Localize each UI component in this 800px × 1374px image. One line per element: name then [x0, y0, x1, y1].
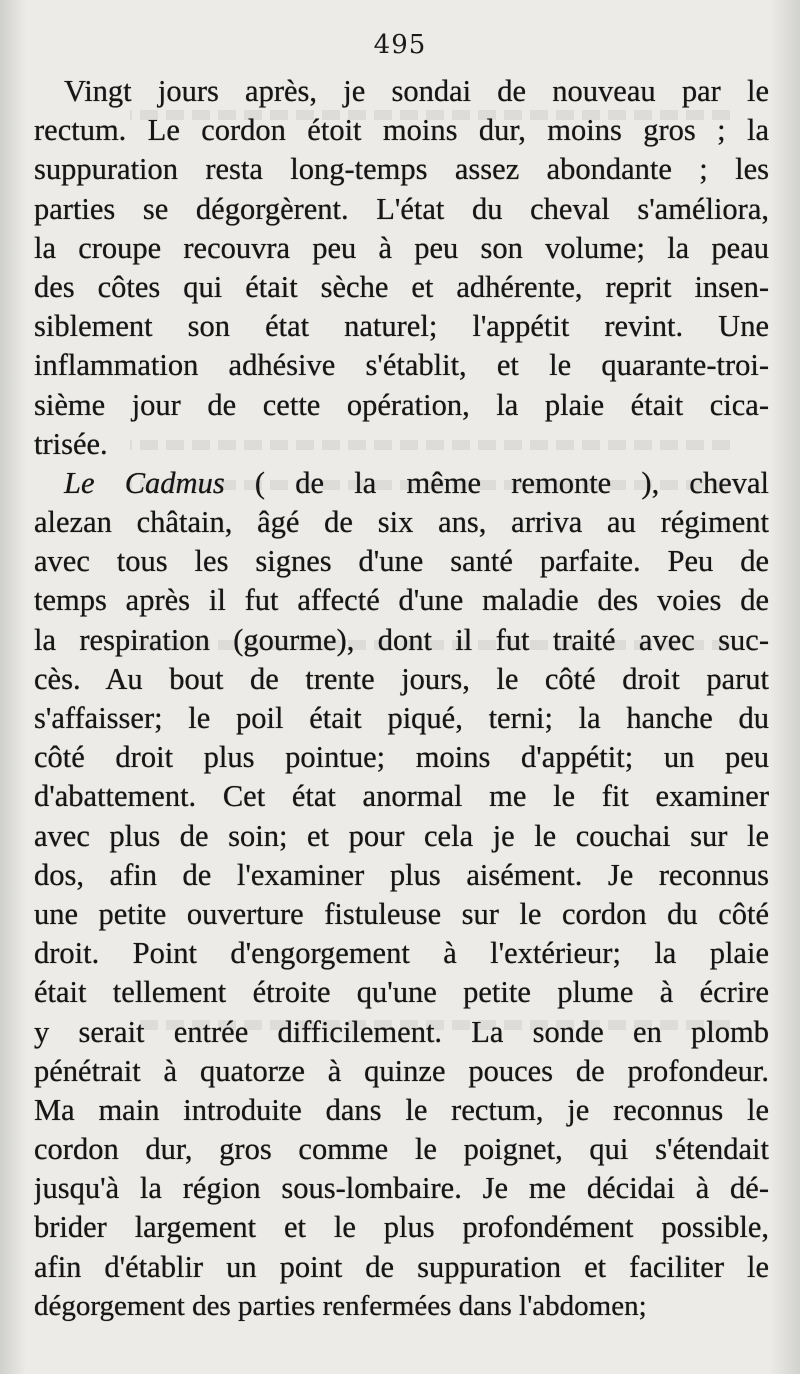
text-line: trisée. [34, 426, 108, 461]
text-line: temps après il fut affecté d'une maladie des voies de [34, 583, 769, 618]
text-line: avec tous les signes d'une santé parfaite. Peu de [34, 544, 769, 579]
body-text [34, 72, 769, 1326]
text-line: jusqu'à la région sous-lombaire. Je me décidai à dé- [34, 1171, 769, 1206]
horse-name-italic: Le Cadmus [64, 465, 225, 500]
page-number: 495 [373, 30, 427, 60]
text-line: siblement son état naturel; l'appétit revint. Une [34, 309, 769, 344]
text-line: dégorgement des parties renfermées dans l'abdomen; [34, 1289, 647, 1322]
text-line: côté droit plus pointue; moins d'appétit; un peu [34, 740, 769, 775]
text-line: parties se dégorgèrent. L'état du cheval s'améliora, [34, 191, 769, 226]
text-line: y serait entrée difficilement. La sonde en plomb [34, 1014, 769, 1049]
text-line: Vingt jours après, je sondai de nouveau par le [64, 74, 769, 108]
text-line: rectum. Le cordon étoit moins dur, moins gros ; la [34, 113, 769, 148]
text-line: suppuration resta long-temps assez abondante ; les [34, 152, 769, 187]
text-line: était tellement étroite qu'une petite plume à écrire [34, 975, 769, 1010]
text-line: brider largement et le plus profondément possible, [34, 1210, 769, 1245]
text-line: cès. Au bout de trente jours, le côté droit parut [34, 661, 769, 696]
text-line: Ma main introduite dans le rectum, je reconnus le [34, 1092, 769, 1127]
text-line: cordon dur, gros comme le poignet, qui s'étendait [34, 1132, 769, 1167]
text-line: alezan châtain, âgé de six ans, arriva au régiment [34, 505, 769, 540]
page-edge-shadow-right [770, 0, 800, 1374]
text-line: avec plus de soin; et pour cela je le couchai sur le [34, 818, 769, 853]
text-line: sième jour de cette opération, la plaie était cica- [34, 387, 769, 422]
text-line-fragment: ( de la même remonte ), cheval [224, 465, 769, 500]
text-line: d'abattement. Cet état anormal me le fit examiner [34, 779, 769, 814]
page-edge-shadow-left [0, 0, 26, 1374]
text-line: afin d'établir un point de suppuration et faciliter le [34, 1249, 769, 1284]
text-line: la respiration (gourme), dont il fut traité avec suc- [34, 622, 769, 657]
text-line: une petite ouverture fistuleuse sur le cordon du côté [34, 896, 769, 931]
text-line: inflammation adhésive s'établit, et le quarante-troi- [34, 348, 769, 383]
text-line: pénétrait à quatorze à quinze pouces de profondeur. [34, 1053, 769, 1088]
text-line: dos, afin de l'examiner plus aisément. Je reconnus [34, 857, 769, 892]
text-line: la croupe recouvra peu à peu son volume; la peau [34, 230, 769, 265]
text-line: droit. Point d'engorgement à l'extérieur; la plaie [34, 936, 769, 971]
text-line: des côtes qui était sèche et adhérente, reprit insen- [34, 269, 769, 304]
paragraph-opening-line [34, 464, 769, 503]
text-line: s'affaisser; le poil était piqué, terni; la hanche du [34, 701, 769, 735]
